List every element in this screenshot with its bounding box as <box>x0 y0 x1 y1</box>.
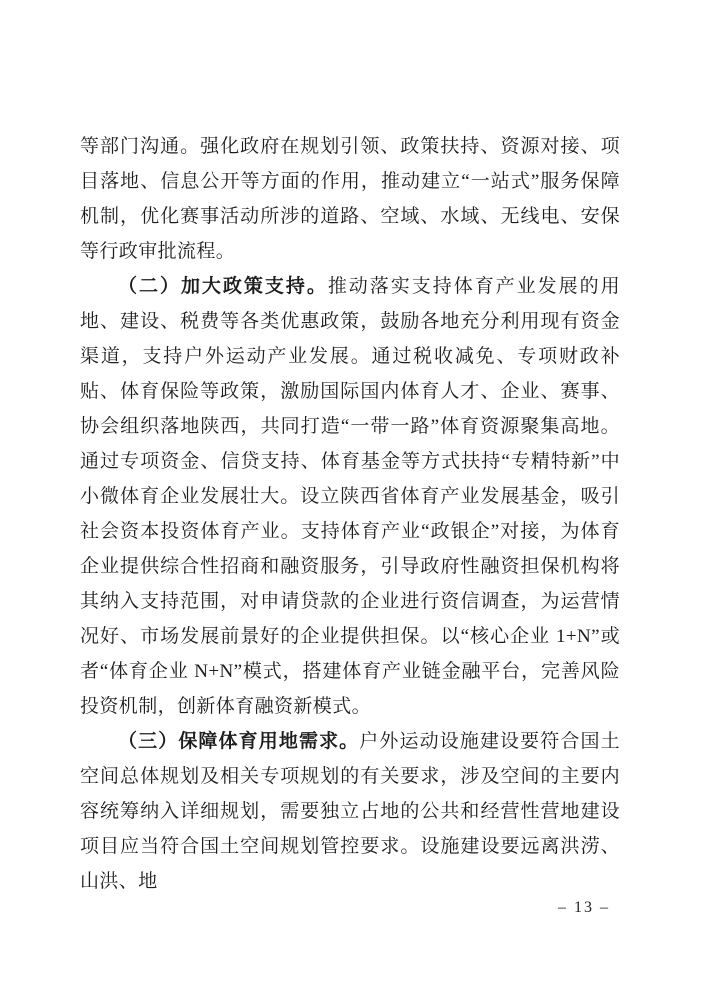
paragraph-section-3 <box>80 724 620 899</box>
section-2-heading: （二）加大政策支持。 <box>118 276 328 297</box>
paragraph-text: 户外运动设施建设要符合国土空间总体规划及相关专项规划的有关要求，涉及空间的主要内容统筹纳入详细规划，需要独立占地的公共和经营性营地建设项目应当符合国土空间规划管控要求。设施建设要远离洪涝、山洪、地 <box>80 731 620 892</box>
paragraph-continuation <box>80 129 620 269</box>
page-number: – 13 – <box>558 899 610 916</box>
paragraph-section-2 <box>80 269 620 724</box>
paragraph-text: 等部门沟通。强化政府在规划引领、政策扶持、资源对接、项目落地、信息公开等方面的作用，推动建立“一站式”服务保障机制，优化赛事活动所涉的道路、空域、水域、无线电、安保等行政审批流程。 <box>80 136 620 262</box>
paragraph-text: 推动落实支持体育产业发展的用地、建设、税费等各类优惠政策，鼓励各地充分利用现有资金渠道，支持户外运动产业发展。通过税收减免、专项财政补贴、体育保险等政策，激励国际国内体育人才、企业、赛事、协会组织落地陕西，共同打造“一带一路”体育资源聚集高地。通过专项资金、信贷支持、体育基金等方式扶持“专精特新”中小微体育企业发展壮大。设立陕西省体育产业发展基金，吸引社会资本投资体育产业。支持体育产业“政银企”对接，为体育企业提供综合性招商和融资服务，引导政府性融资担保机构将其纳入支持范围，对申请贷款的企业进行资信调查，为运营情况好、市场发展前景好的企业提供担保。以“核心企业 1+N”或者“体育企业 N+N”模式，搭建体育产业链金融平台，完善风险投资机制，创新体育融资新模式。 <box>80 276 620 717</box>
document-body <box>80 129 620 899</box>
section-3-heading: （三）保障体育用地需求。 <box>118 731 360 752</box>
